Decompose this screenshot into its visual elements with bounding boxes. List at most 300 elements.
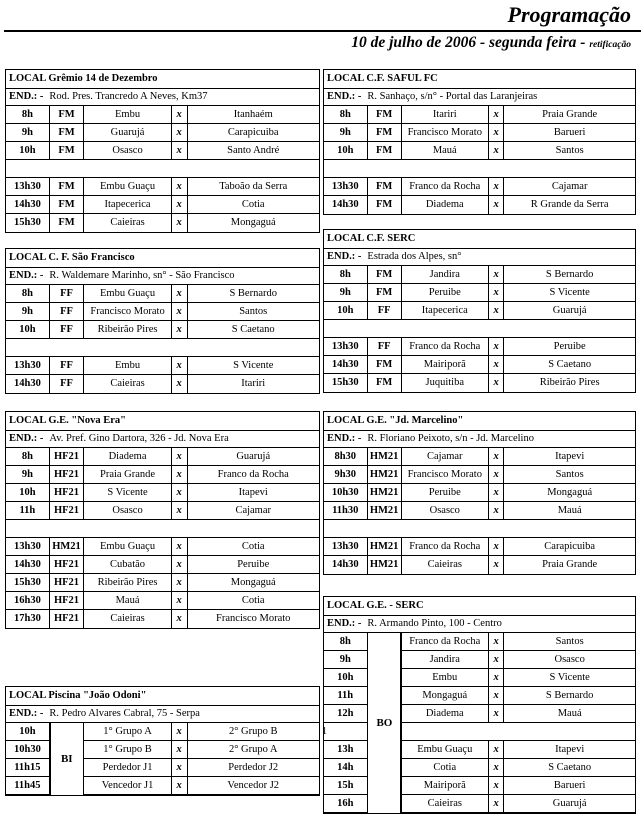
match-category: HM21	[50, 538, 84, 555]
team-away: Guarujá	[552, 798, 587, 809]
venue-address: END.: - R. Pedro Alvares Cabral, 75 - Serpa	[6, 706, 319, 723]
match-time: 14h30	[324, 556, 368, 574]
match-time: 14h30	[6, 556, 50, 573]
match-category: HF21	[50, 466, 84, 483]
team-home: Embu Guaçu	[402, 741, 489, 758]
match-category: FM	[368, 142, 402, 159]
venue-box-novaera	[5, 411, 320, 629]
team-away: Praia Grande	[542, 559, 598, 570]
venue-name: LOCAL G.E. - SERC	[324, 597, 635, 616]
team-home: Embu Guaçu	[84, 285, 172, 302]
versus-mark: x	[489, 651, 505, 668]
team-away: Itanhaém	[233, 109, 273, 120]
venue-box-gremio	[5, 69, 320, 233]
date-text: 10 de julho de 2006 - segunda feira -	[351, 34, 586, 51]
empty-cell	[402, 723, 635, 740]
team-away: Mongaguá	[230, 577, 276, 588]
versus-mark: x	[172, 285, 188, 302]
team-home: Embu Guaçu	[84, 178, 172, 195]
match-category: FM	[368, 106, 402, 123]
versus-mark: x	[489, 124, 505, 141]
venue-address: END.: - Av. Pref. Gino Dartora, 326 - Jd. Nova Era	[6, 431, 319, 448]
versus-mark: x	[172, 610, 188, 628]
table-row	[6, 448, 319, 466]
table-row-empty	[324, 320, 635, 338]
team-away: Peruibe	[237, 559, 270, 570]
table-row	[324, 196, 635, 214]
team-away: Ribeirão Pires	[539, 377, 600, 388]
match-time: 14h	[324, 759, 368, 776]
table-row	[6, 303, 319, 321]
versus-mark: x	[172, 321, 188, 338]
versus-mark: x	[172, 556, 188, 573]
team-home: Embu	[84, 357, 172, 374]
match-time: 9h30	[324, 466, 368, 483]
versus-mark: x	[172, 142, 188, 159]
versus-mark: x	[489, 284, 505, 301]
match-time: 15h	[324, 777, 368, 794]
table-row	[324, 448, 635, 466]
match-table	[6, 285, 319, 393]
versus-mark: x	[172, 741, 188, 758]
match-time: 10h	[324, 142, 368, 159]
table-row-empty	[6, 339, 319, 357]
table-row	[6, 178, 319, 196]
match-category: HF21	[50, 592, 84, 609]
match-category: FF	[368, 302, 402, 319]
team-home: Osasco	[84, 142, 172, 159]
match-time: 8h	[6, 285, 50, 302]
team-home: Peruibe	[402, 484, 489, 501]
venue-address: END.: - R. Waldemare Marinho, sn° - São Francisco	[6, 268, 319, 285]
match-category: HF21	[50, 574, 84, 591]
match-time: 9h	[6, 303, 50, 320]
match-table	[324, 448, 635, 574]
match-category: FF	[50, 303, 84, 320]
match-time: 10h	[6, 142, 50, 159]
team-home: Caieiras	[84, 214, 172, 232]
match-time: 14h30	[6, 196, 50, 213]
versus-mark: x	[172, 357, 188, 374]
match-table	[6, 106, 319, 232]
versus-mark: x	[489, 687, 505, 704]
match-category: HM21	[368, 502, 402, 519]
match-category: FM	[368, 284, 402, 301]
match-time: 11h30	[324, 502, 368, 519]
versus-mark: x	[489, 196, 505, 214]
match-time: 13h30	[324, 178, 368, 195]
match-time: 8h30	[324, 448, 368, 465]
venue-box-marcelino	[323, 411, 636, 575]
match-time: 10h	[324, 669, 368, 686]
match-category: FM	[368, 178, 402, 195]
team-home: Mauá	[402, 142, 489, 159]
venue-name: LOCAL Piscina "João Odoni"	[6, 687, 319, 706]
team-away: Mongaguá	[230, 217, 276, 228]
table-row	[6, 285, 319, 303]
match-category: FF	[50, 375, 84, 393]
versus-mark: x	[489, 484, 505, 501]
match-time: 13h30	[6, 357, 50, 374]
venue-name: LOCAL C.F. SERC	[324, 230, 635, 249]
versus-mark: x	[489, 741, 505, 758]
team-home: Mongaguá	[402, 687, 489, 704]
team-away: Santo André	[227, 145, 280, 156]
team-away: Cotia	[241, 541, 265, 552]
match-time: 11h45	[6, 777, 50, 794]
match-time: 8h	[6, 106, 50, 123]
table-row-empty	[324, 520, 635, 538]
versus-mark: x	[489, 556, 505, 574]
versus-mark: x	[172, 124, 188, 141]
match-time: 15h30	[6, 214, 50, 232]
table-row	[6, 574, 319, 592]
match-time: 8h	[324, 633, 368, 650]
match-category: FM	[50, 214, 84, 232]
team-away: Cajamar	[235, 505, 272, 516]
venue-name: LOCAL C. F. São Francisco	[6, 249, 319, 268]
table-row	[6, 142, 319, 160]
table-row	[324, 338, 635, 356]
venue-name: LOCAL G.E. "Jd. Marcelino"	[324, 412, 635, 431]
team-away: Guarujá	[236, 451, 271, 462]
match-time: 13h	[324, 741, 368, 758]
match-category: HF21	[50, 448, 84, 465]
versus-mark: x	[172, 502, 188, 519]
table-row	[6, 484, 319, 502]
match-category: FF	[50, 285, 84, 302]
team-away: S Caetano	[548, 762, 592, 773]
versus-mark: x	[172, 574, 188, 591]
match-time: 10h30	[324, 484, 368, 501]
match-time: 8h	[6, 448, 50, 465]
match-category: FF	[50, 321, 84, 338]
match-time: 15h30	[324, 374, 368, 392]
team-home: Diadema	[402, 196, 489, 214]
table-row	[324, 556, 635, 574]
match-time: 15h30	[6, 574, 50, 591]
versus-mark: x	[489, 448, 505, 465]
table-row	[324, 178, 635, 196]
team-away: Itariri	[241, 378, 266, 389]
venue-box-saofrancisco	[5, 248, 320, 394]
versus-mark: x	[172, 538, 188, 555]
team-home: Caieiras	[84, 375, 172, 393]
versus-mark: x	[172, 777, 188, 794]
table-row	[6, 556, 319, 574]
match-time: 8h	[324, 266, 368, 283]
team-away: Peruibe	[553, 341, 586, 352]
venue-address: END.: - R. Sanhaço, s/n° - Portal das Laranjeiras	[324, 89, 635, 106]
versus-mark: x	[172, 214, 188, 232]
versus-mark: x	[489, 502, 505, 519]
team-home: Diadema	[402, 705, 489, 722]
table-row	[6, 592, 319, 610]
venue-address: END.: - R. Armando Pinto, 100 - Centro	[324, 616, 635, 633]
table-row	[6, 375, 319, 393]
versus-mark: x	[172, 303, 188, 320]
team-away: Osasco	[554, 654, 585, 665]
versus-mark: x	[489, 302, 505, 319]
match-table	[324, 266, 635, 392]
match-time: 14h30	[6, 375, 50, 393]
team-home: Jandira	[402, 651, 489, 668]
versus-mark: x	[172, 759, 188, 776]
table-row-empty	[6, 160, 319, 178]
team-away: S Caetano	[548, 359, 592, 370]
table-row	[324, 374, 635, 392]
versus-mark: x	[172, 106, 188, 123]
versus-mark: x	[489, 795, 505, 812]
match-table	[6, 448, 319, 628]
versus-mark: x	[489, 142, 505, 159]
team-home: Praia Grande	[84, 466, 172, 483]
versus-mark: x	[489, 669, 505, 686]
team-away: Itapevi	[238, 487, 268, 498]
match-time: 12h	[324, 705, 368, 722]
team-home: Itapecerica	[402, 302, 489, 319]
team-away: Santos	[555, 636, 584, 647]
team-home: 1° Grupo B	[84, 741, 172, 758]
team-away: S Vicente	[233, 360, 274, 371]
match-time: 13h30	[6, 538, 50, 555]
team-home: Juquitiba	[402, 374, 489, 392]
versus-mark: x	[172, 484, 188, 501]
versus-mark: x	[489, 356, 505, 373]
team-away: R Grande da Serra	[530, 199, 609, 210]
table-row	[6, 538, 319, 556]
match-category: FM	[50, 106, 84, 123]
match-time: 9h	[6, 466, 50, 483]
versus-mark: x	[489, 338, 505, 355]
team-home: Ribeirão Pires	[84, 574, 172, 591]
team-home: Francisco Morato	[84, 303, 172, 320]
match-category: HM21	[368, 538, 402, 555]
versus-mark: x	[172, 196, 188, 213]
match-category: HF21	[50, 484, 84, 501]
team-home: Caieiras	[402, 556, 489, 574]
team-home: Embu	[84, 106, 172, 123]
team-away: 2° Grupo B	[228, 726, 278, 737]
match-time: 10h30	[6, 741, 50, 758]
venue-address: END.: - Rod. Pres. Trancredo A Neves, Km37	[6, 89, 319, 106]
venue-name: LOCAL G.E. "Nova Era"	[6, 412, 319, 431]
team-away: S Bernardo	[229, 288, 277, 299]
team-home: Francisco Morato	[402, 124, 489, 141]
team-home: Peruibe	[402, 284, 489, 301]
match-time: 10h	[6, 723, 50, 740]
team-away: Praia Grande	[542, 109, 598, 120]
table-row-empty	[324, 160, 635, 178]
team-home: Diadema	[84, 448, 172, 465]
match-time: 13h30	[324, 338, 368, 355]
versus-mark: x	[172, 375, 188, 393]
venue-address: END.: - Estrada dos Alpes, sn°	[324, 249, 635, 266]
versus-mark: x	[489, 266, 505, 283]
match-time: 8h	[324, 106, 368, 123]
match-time: 16h30	[6, 592, 50, 609]
table-row	[324, 284, 635, 302]
table-row	[6, 466, 319, 484]
empty-cell	[324, 723, 368, 740]
team-home: Franco da Rocha	[402, 538, 489, 555]
team-home: Guarujá	[84, 124, 172, 141]
venue-name: LOCAL C.F. SAFUL FC	[324, 70, 635, 89]
team-home: Jandira	[402, 266, 489, 283]
match-time: 9h	[6, 124, 50, 141]
team-home: Francisco Morato	[402, 466, 489, 483]
team-away: S Bernardo	[545, 269, 594, 280]
match-time: 14h30	[324, 356, 368, 373]
versus-mark: x	[172, 723, 188, 740]
team-home: Itariri	[402, 106, 489, 123]
versus-mark: x	[489, 106, 505, 123]
team-away: Mauá	[557, 708, 582, 719]
match-category: HF21	[50, 502, 84, 519]
venue-box-serc1	[323, 229, 636, 393]
table-row	[6, 196, 319, 214]
match-category: FM	[50, 124, 84, 141]
table-row	[324, 356, 635, 374]
match-time: 13h30	[324, 538, 368, 555]
versus-mark: x	[172, 448, 188, 465]
team-away: Franco da Rocha	[217, 469, 289, 480]
match-category: HM21	[368, 484, 402, 501]
match-time: 16h	[324, 795, 368, 812]
table-row	[6, 502, 319, 520]
team-home: Osasco	[84, 502, 172, 519]
team-home: Franco da Rocha	[402, 338, 489, 355]
match-time: 9h	[324, 651, 368, 668]
team-away: Cajamar	[551, 181, 588, 192]
team-home: Cotia	[402, 759, 489, 776]
table-row	[6, 321, 319, 339]
table-row	[324, 302, 635, 320]
team-away: Cotia	[241, 199, 265, 210]
match-time: 11h15	[6, 759, 50, 776]
versus-mark: x	[172, 466, 188, 483]
team-away: Francisco Morato	[216, 613, 291, 624]
match-time: 10h	[6, 321, 50, 338]
match-category: FM	[50, 196, 84, 213]
team-away: Perdedor J2	[228, 762, 279, 773]
team-away: Barueri	[553, 780, 586, 791]
team-away: S Bernardo	[545, 690, 594, 701]
table-row	[6, 610, 319, 628]
team-home: Mairiporã	[402, 777, 489, 794]
table-row-empty	[6, 520, 319, 538]
table-row	[324, 538, 635, 556]
versus-mark: x	[489, 705, 505, 722]
team-away: Carapicuiba	[227, 127, 279, 138]
team-away: Santos	[239, 306, 268, 317]
match-time: 9h	[324, 124, 368, 141]
team-away: Cotia	[241, 595, 265, 606]
table-row	[6, 214, 319, 232]
versus-mark: x	[489, 178, 505, 195]
team-home: Embu	[402, 669, 489, 686]
versus-mark: x	[489, 466, 505, 483]
match-category: FM	[368, 196, 402, 214]
team-home: Cajamar	[402, 448, 489, 465]
match-table	[324, 106, 635, 214]
page-title: Programação	[507, 2, 631, 27]
team-away: Itapevi	[555, 451, 585, 462]
match-time: 11h	[324, 687, 368, 704]
versus-mark: x	[489, 538, 505, 555]
match-time: 14h30	[324, 196, 368, 214]
table-row	[324, 124, 635, 142]
team-home: Caieiras	[402, 795, 489, 812]
versus-mark: x	[489, 374, 505, 392]
match-category: HM21	[368, 448, 402, 465]
team-away: Itapevi	[555, 744, 585, 755]
match-category: HF21	[50, 610, 84, 628]
venue-box-saful	[323, 69, 636, 215]
team-away: S Caetano	[231, 324, 275, 335]
versus-mark: x	[489, 633, 505, 650]
match-time: 17h30	[6, 610, 50, 628]
match-time: 11h	[6, 502, 50, 519]
table-row	[324, 502, 635, 520]
table-row	[324, 266, 635, 284]
table-row	[6, 106, 319, 124]
match-time: 10h	[6, 484, 50, 501]
match-category: FF	[50, 357, 84, 374]
match-table	[324, 633, 635, 813]
date-note: retificação	[589, 40, 631, 50]
page-date	[351, 34, 631, 52]
team-home: Franco da Rocha	[402, 633, 489, 650]
team-home: Embu Guaçu	[84, 538, 172, 555]
merged-category: BO	[367, 633, 401, 813]
team-home: Ribeirão Pires	[84, 321, 172, 338]
table-row	[324, 484, 635, 502]
match-time: 10h	[324, 302, 368, 319]
table-row	[324, 106, 635, 124]
team-away: Santos	[555, 469, 584, 480]
team-home: Mairiporã	[402, 356, 489, 373]
team-away: Guarujá	[552, 305, 587, 316]
table-row	[6, 124, 319, 142]
team-home: Franco da Rocha	[402, 178, 489, 195]
match-time: 9h	[324, 284, 368, 301]
team-away: 2° Grupo A	[228, 744, 278, 755]
versus-mark: x	[172, 592, 188, 609]
team-away: S Vicente	[549, 287, 590, 298]
versus-mark: x	[489, 759, 505, 776]
team-away: Santos	[555, 145, 584, 156]
team-away: Taboão da Serra	[219, 181, 288, 192]
match-category: FM	[368, 356, 402, 373]
title-rule	[4, 30, 641, 32]
merged-category: BI	[50, 723, 84, 795]
match-category: FM	[368, 266, 402, 283]
venue-box-serc2	[323, 596, 636, 814]
stray-mark: 1	[322, 726, 327, 737]
match-category: HF21	[50, 556, 84, 573]
table-row	[324, 466, 635, 484]
team-home: Cubatão	[84, 556, 172, 573]
team-away: Carapicuiba	[544, 541, 596, 552]
team-away: S Vicente	[549, 672, 590, 683]
team-away: Mauá	[557, 505, 582, 516]
match-table	[6, 723, 319, 795]
table-row	[6, 357, 319, 375]
team-home: 1° Grupo A	[84, 723, 172, 740]
match-category: HM21	[368, 556, 402, 574]
match-category: FF	[368, 338, 402, 355]
